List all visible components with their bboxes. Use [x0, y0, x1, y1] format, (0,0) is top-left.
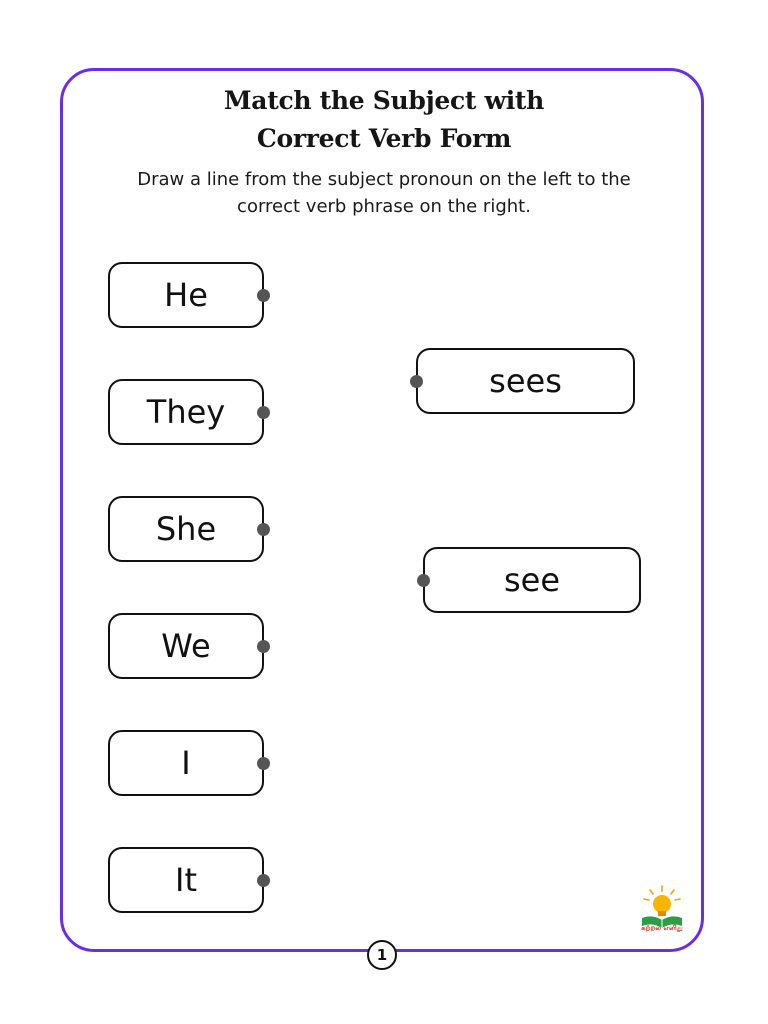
subject-label: They: [146, 393, 226, 431]
subject-label: I: [181, 744, 191, 782]
connector-dot[interactable]: [410, 375, 423, 388]
verb-card-sees[interactable]: [416, 348, 635, 414]
subject-card-he[interactable]: [108, 262, 264, 328]
verb-label: sees: [489, 362, 562, 400]
title-line-1: Match the Subject with: [223, 86, 545, 115]
title-line-2: Correct Verb Form: [256, 124, 512, 153]
subject-card-they[interactable]: [108, 379, 264, 445]
connector-dot[interactable]: [257, 523, 270, 536]
subject-label: It: [175, 861, 197, 899]
connector-dot[interactable]: [257, 874, 270, 887]
subject-label: He: [164, 276, 208, 314]
page-number: 1: [367, 940, 397, 970]
instructions: [100, 166, 668, 220]
connector-dot[interactable]: [417, 574, 430, 587]
connector-dot[interactable]: [257, 640, 270, 653]
connector-dot[interactable]: [257, 757, 270, 770]
subject-card-we[interactable]: [108, 613, 264, 679]
subject-card-she[interactable]: [108, 496, 264, 562]
subject-card-i[interactable]: [108, 730, 264, 796]
instructions-line-2: correct verb phrase on the right.: [237, 196, 531, 217]
subject-card-it[interactable]: [108, 847, 264, 913]
instructions-line-1: Draw a line from the subject pronoun on the left to the: [137, 169, 631, 190]
connector-dot[interactable]: [257, 289, 270, 302]
subject-label: She: [155, 510, 217, 548]
subject-label: We: [161, 627, 211, 665]
worksheet-title: [0, 82, 768, 158]
verb-label: see: [503, 561, 561, 599]
connector-dot[interactable]: [257, 406, 270, 419]
verb-card-see[interactable]: [423, 547, 641, 613]
logo-text: கற்றல் எளிது: [641, 924, 683, 932]
